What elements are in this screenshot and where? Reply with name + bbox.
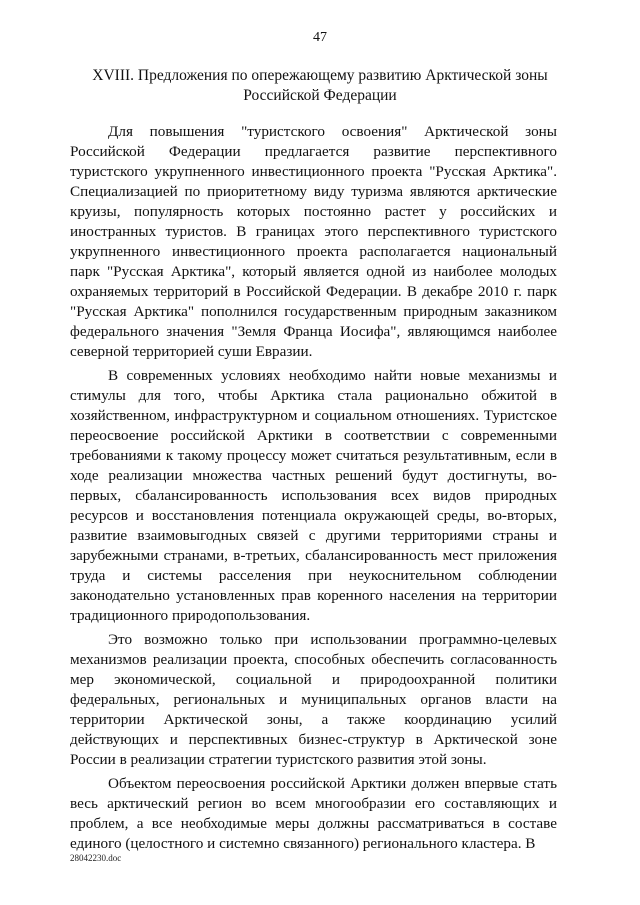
paragraph-4: Объектом переосвоения российской Арктики должен впервые стать весь арктический регион во всем многообразии его составляющих и проблем, а все необходимые меры должны рассматриваться в составе единого (целостного и системно связанного) регионального кластера. В xyxy=(70,775,557,852)
paragraph-1: Для повышения "туристского освоения" Арктической зоны Российской Федерации предлагается развитие перспективного туристского укрупненного инвестиционного проекта "Русская Арктика". Специализацией по приоритетному виду туризма являются арктические круизы, популярность которых постоянно растет у российских и иностранных туристов. В границах этого перспективного туристского укрупненного инвестиционного проекта располагается национальный парк "Русская Арктика", который является одной из наиболее молодых охраняемых территорий в Российской Федерации. В декабре 2010 г. парк "Русская Арктика" пополнился государственным природным заказником федерального значения "Земля Франца Иосифа", являющимся наиболее северной территорией суши Евразии. xyxy=(70,123,557,360)
section-title-line-1: XVIII. Предложения по опережающему развитию Арктической зоны xyxy=(92,67,548,84)
page-number: 47 xyxy=(313,30,327,45)
section-title xyxy=(70,66,570,106)
paragraph-3: Это возможно только при использовании программно-целевых механизмов реализации проекта, способных обеспечить согласованность мер экономической, социальной и природоохранной политики федеральных, региональных и муниципальных органов власти на территории Арктической зоны, а также координацию усилий действующих и перспективных бизнес-структур в Арктической зоне России в реализации стратегии туристского развития этой зоны. xyxy=(70,631,557,768)
document-body xyxy=(70,122,557,858)
section-title-line-2: Российской Федерации xyxy=(243,87,397,104)
paragraph-2: В современных условиях необходимо найти новые механизмы и стимулы для того, чтобы Арктика стала рационально обжитой в хозяйственном, инфраструктурном и социальном отношениях. Туристское переосвоение российской Арктики в соответствии с современными требованиями к такому процессу может считаться результативным, если в ходе реализации множества частных решений будут достигнуты, во-первых, сбалансированность использования всех видов природных ресурсов и восстановления потенциала окружающей среды, во-вторых, развитие взаимовыгодных связей с другими территориями страны и зарубежными странами, в-третьих, сбалансированность мест приложения труда и системы расселения при неукоснительном соблюдении законодательно установленных прав коренного населения на территории традиционного природопользования. xyxy=(70,367,557,624)
footer-file-name: 28042230.doc xyxy=(70,853,122,863)
